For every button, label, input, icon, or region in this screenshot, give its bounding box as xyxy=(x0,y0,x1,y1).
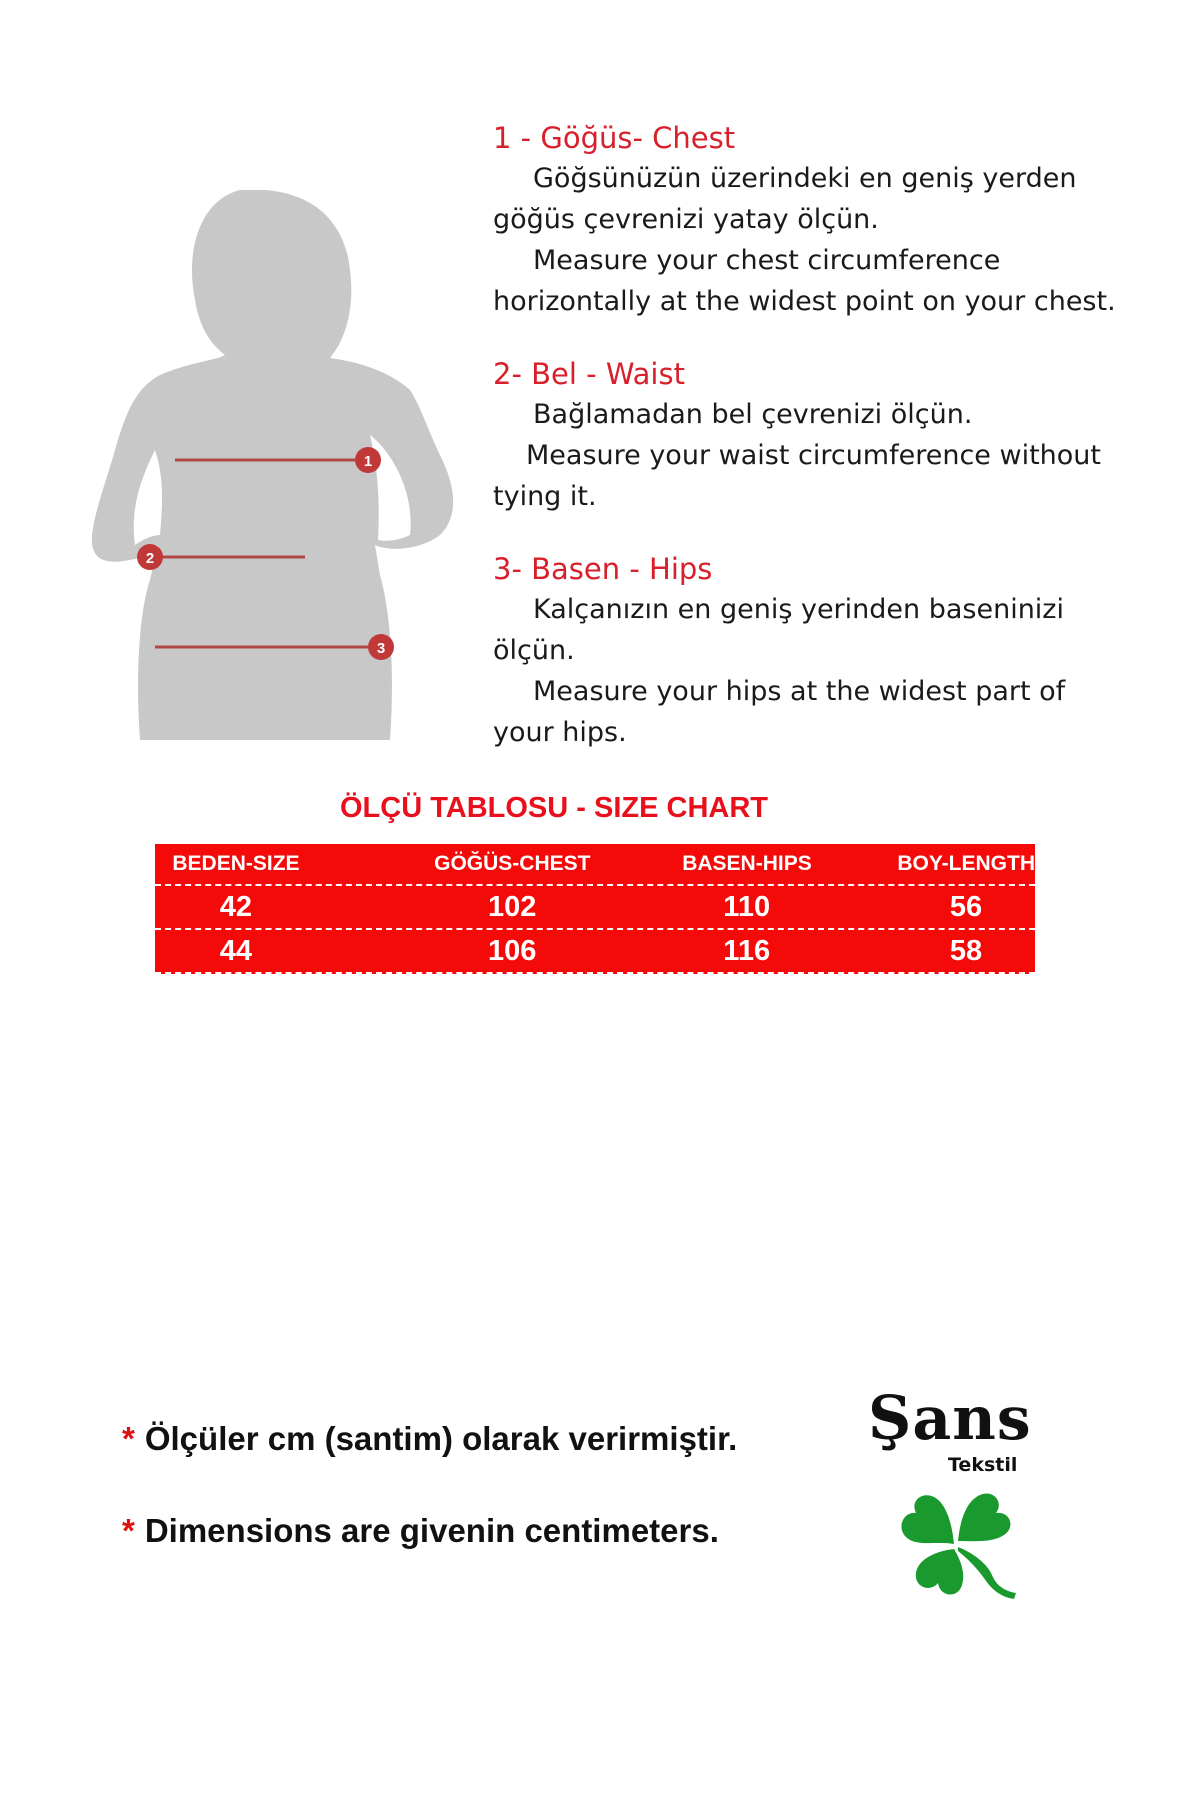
notes xyxy=(122,1420,737,1604)
note-turkish xyxy=(122,1420,737,1458)
note-english xyxy=(122,1512,737,1550)
marker-chest xyxy=(355,447,381,473)
size-chart-table xyxy=(155,844,1035,974)
section-title-chest: 1 - Göğüs- Chest xyxy=(493,121,736,155)
table-header-row xyxy=(155,844,1035,884)
header-size: BEDEN-SIZE xyxy=(172,852,300,875)
chest-text-tr-1: Göğsünüzün üzerindeki en geniş yerden xyxy=(533,163,1077,194)
cell-length: 56 xyxy=(949,890,983,923)
clover-icon xyxy=(896,1489,1020,1604)
waist-text-en-2: tying it. xyxy=(493,481,597,512)
hips-text-en-1: Measure your hips at the widest part of xyxy=(533,676,1066,707)
cell-chest: 106 xyxy=(487,934,537,967)
section-hips xyxy=(493,549,1133,753)
cell-hips: 110 xyxy=(723,890,771,923)
cell-chest: 102 xyxy=(487,890,537,923)
chest-text-en-1: Measure your chest circumference xyxy=(533,245,1001,276)
marker-hips xyxy=(368,634,394,660)
cell-hips: 116 xyxy=(723,934,771,967)
cell-size: 42 xyxy=(219,890,253,923)
chest-text-tr-2: göğüs çevrenizi yatay ölçün. xyxy=(493,204,879,235)
hips-text-tr-1: Kalçanızın en geniş yerinden baseninizi xyxy=(533,594,1064,625)
table-row xyxy=(155,884,1035,928)
marker-waist xyxy=(137,544,163,570)
asterisk-icon: * xyxy=(122,1512,135,1549)
hips-text-tr-2: ölçün. xyxy=(493,635,575,666)
silhouette-shape xyxy=(92,190,453,740)
header-hips: BASEN-HIPS xyxy=(682,852,812,875)
body-silhouette xyxy=(90,190,460,740)
section-chest xyxy=(493,118,1133,322)
section-title-waist: 2- Bel - Waist xyxy=(493,357,685,391)
section-waist xyxy=(493,354,1133,517)
cell-length: 58 xyxy=(949,934,983,967)
waist-text-en-1: Measure your waist circumference without xyxy=(526,440,1101,471)
asterisk-icon: * xyxy=(122,1420,135,1457)
cell-size: 44 xyxy=(219,934,253,967)
chest-text-en-2: horizontally at the widest point on your chest. xyxy=(493,286,1116,317)
hips-text-en-2: your hips. xyxy=(493,717,627,748)
measurement-instructions xyxy=(493,118,1133,785)
header-length: BOY-LENGTH xyxy=(897,852,1035,875)
brand-name: Şans xyxy=(868,1384,1032,1454)
table-row xyxy=(155,928,1035,972)
svg-text:3: 3 xyxy=(376,640,386,657)
svg-text:1: 1 xyxy=(363,453,373,470)
note-english-text: Dimensions are givenin centimeters. xyxy=(144,1512,719,1549)
waist-text-tr-1: Bağlamadan bel çevrenizi ölçün. xyxy=(533,399,973,430)
brand-logo xyxy=(858,1384,1058,1604)
section-title-hips: 3- Basen - Hips xyxy=(493,552,713,586)
header-chest: GÖĞÜS-CHEST xyxy=(434,852,591,875)
note-turkish-text: Ölçüler cm (santim) olarak verirmiştir. xyxy=(144,1420,738,1457)
brand-subtitle: Tekstil xyxy=(948,1454,1018,1476)
svg-text:2: 2 xyxy=(145,550,155,567)
size-chart-title: ÖLÇÜ TABLOSU - SIZE CHART xyxy=(340,792,768,824)
